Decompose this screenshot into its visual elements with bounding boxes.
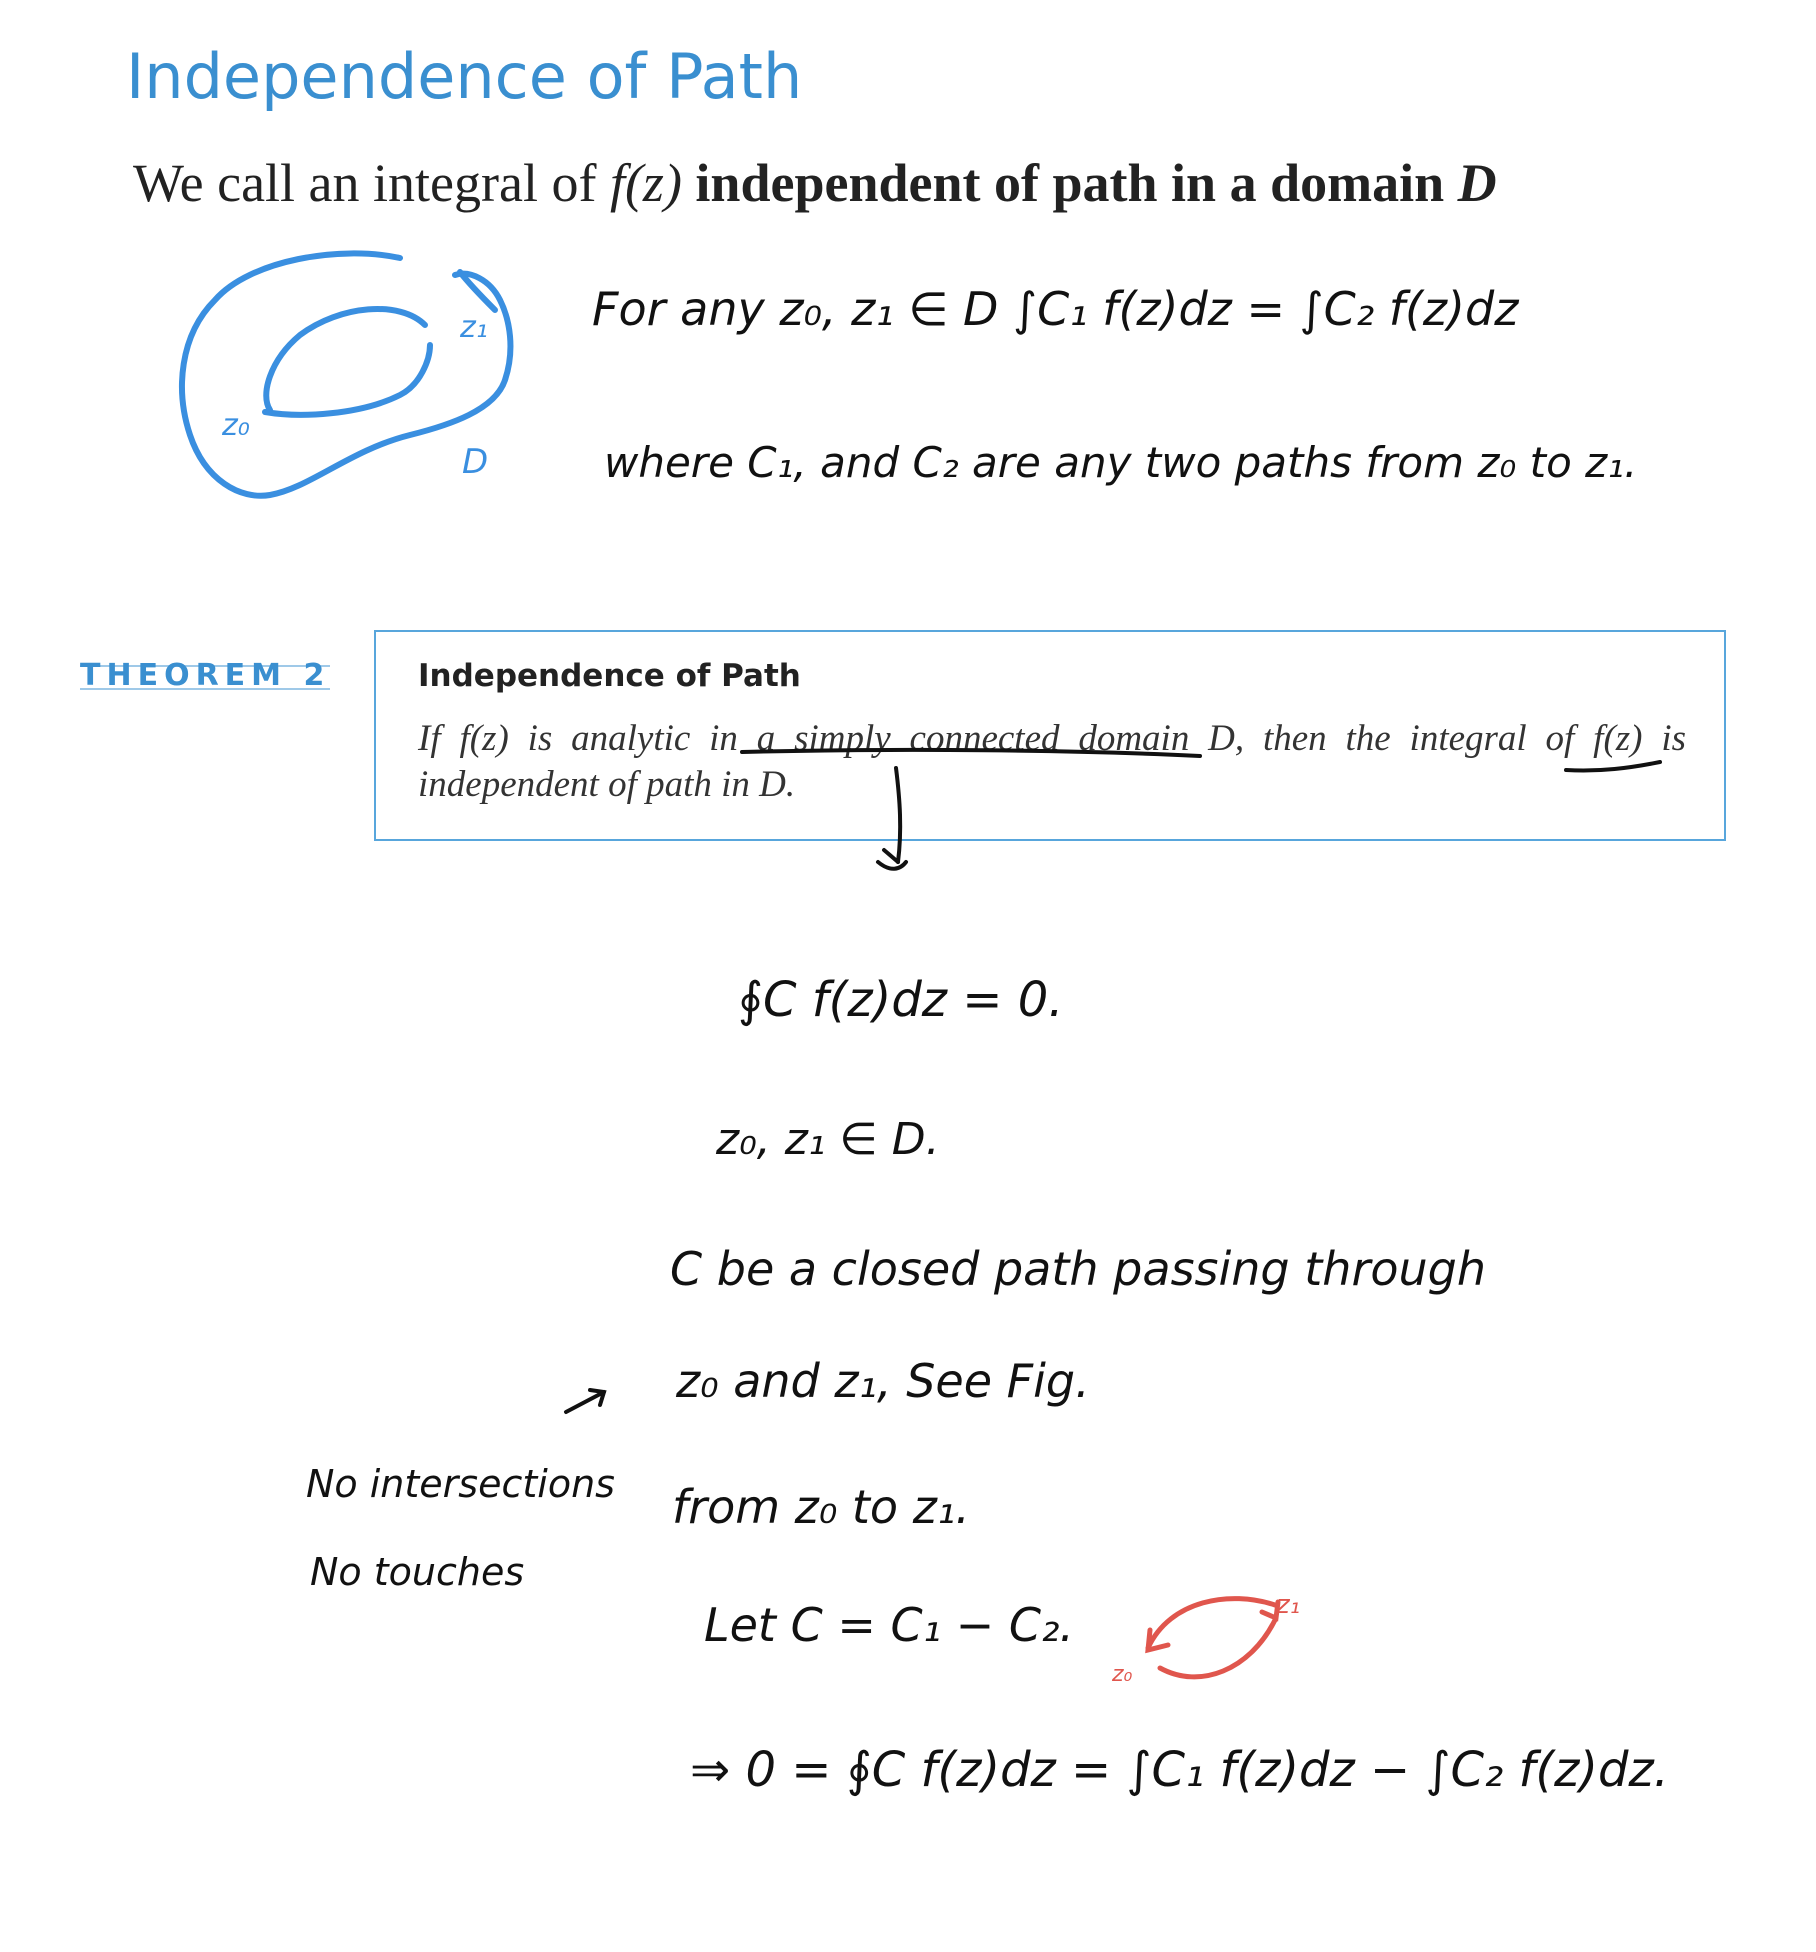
note-for-any: For any z₀, z₁ ∈ D ∫C₁ f(z)dz = ∫C₂ f(z)dz	[592, 282, 1519, 336]
note-from-to: from z₀ to z₁.	[672, 1480, 970, 1534]
page-title: Independence of Path	[126, 40, 803, 113]
intro-bold: independent of path in a domain	[681, 153, 1458, 213]
intro-function: f(z)	[609, 153, 682, 213]
down-arrow-stem	[896, 768, 900, 862]
diagram-domain-label: D	[462, 442, 489, 482]
intro-prefix: We call an integral of	[133, 153, 610, 213]
red-loop-lower	[1160, 1620, 1275, 1677]
intro-domain: D	[1457, 153, 1497, 213]
red-loop-z1-label: z₁	[1276, 1590, 1301, 1620]
note-side-intersections: No intersections	[306, 1462, 615, 1506]
note-closed-path-2: z₀ and z₁, See Fig.	[676, 1354, 1090, 1408]
note-closed-integral: ∮C f(z)dz = 0.	[738, 972, 1064, 1028]
small-arrow	[566, 1390, 604, 1412]
note-where-paths: where C₁, and C₂ are any two paths from z₀ to z₁.	[604, 438, 1638, 487]
note-let-c: Let C = C₁ − C₂.	[704, 1598, 1075, 1652]
underline-f-of-z	[1566, 762, 1660, 771]
theorem-label: THEOREM 2	[80, 658, 331, 693]
red-loop-upper	[1148, 1599, 1275, 1648]
diagram-z1-label: z₁	[460, 310, 488, 345]
down-arrow-head	[878, 850, 906, 869]
red-loop-diagram	[1148, 1599, 1278, 1677]
diagram-z0-label: z₀	[222, 408, 250, 443]
note-points-in-domain: z₀, z₁ ∈ D.	[716, 1114, 940, 1165]
note-side-touches: No touches	[310, 1550, 525, 1594]
red-loop-z0-label: z₀	[1112, 1662, 1133, 1687]
theorem-body: If f(z) is analytic in a simply connected domain D, then the integral of f(z) is independent of path in D.	[418, 718, 1686, 805]
note-closed-path-1: C be a closed path passing through	[670, 1242, 1487, 1296]
note-result: ⇒ 0 = ∮C f(z)dz = ∫C₁ f(z)dz − ∫C₂ f(z)dz.	[690, 1742, 1669, 1798]
theorem-title: Independence of Path	[418, 658, 801, 694]
underline-simply-connected	[742, 750, 1200, 756]
